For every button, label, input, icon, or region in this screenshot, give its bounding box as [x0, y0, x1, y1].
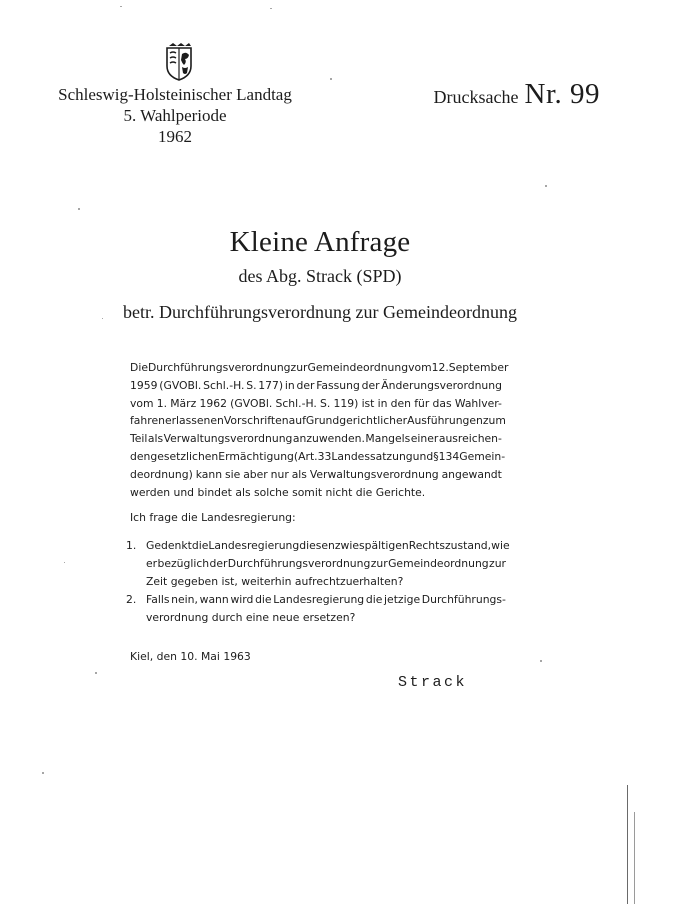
scan-speck	[78, 208, 80, 210]
scan-speck	[102, 318, 103, 319]
document-number: Nr. 99	[524, 78, 600, 110]
scan-speck	[545, 185, 547, 187]
issuer-year: 1962	[158, 127, 192, 146]
question-line: er bezüglich der Durchführungsverordnung zur Gemeindeordnung zur	[146, 556, 506, 570]
body-paragraph	[130, 359, 509, 501]
legislative-period: 5. Wahlperiode	[123, 106, 227, 125]
paragraph-line: Die Durchführungsverordnung zur Gemeindeordnung vom 12. September	[130, 361, 509, 374]
paragraph-line: 1959 (GVOBl. Schl.-H. S. 177) in der Fassung der Änderungsverordnung	[130, 378, 502, 392]
scan-speck	[120, 6, 122, 7]
scan-artifact-line	[627, 785, 628, 904]
scan-speck	[270, 8, 272, 9]
question-number: 2.	[126, 593, 137, 606]
question-item	[126, 591, 506, 627]
scan-artifact-line	[634, 812, 635, 904]
page-title: Kleine Anfrage	[229, 226, 411, 258]
paragraph-line: Teil als Verwaltungsverordnung anzuwenden. Mangels einer ausreichen-	[130, 432, 502, 446]
paragraph-line: werden und bindet als solche somit nicht die Gerichte.	[130, 485, 426, 499]
paragraph-line: fahren erlassenen Vorschriften auf Grund gerichtlicher Ausführungen zum	[130, 414, 506, 428]
scan-speck	[95, 672, 97, 674]
signature: Strack	[398, 674, 468, 691]
place-and-date: Kiel, den 10. Mai 1963	[130, 650, 251, 663]
paragraph-line: deordnung) kann sie aber nur als Verwaltungsverordnung angewandt	[130, 467, 502, 481]
scan-speck	[540, 660, 542, 662]
document-number-block	[400, 78, 600, 111]
question-number: 1.	[126, 539, 137, 552]
coat-of-arms-icon	[163, 42, 195, 82]
scan-speck	[42, 772, 44, 774]
question-item	[126, 537, 510, 590]
scan-speck	[64, 562, 65, 563]
document-label: Drucksache	[433, 87, 519, 107]
subject-line: betr. Durchführungsverordnung zur Gemeindeordnung	[123, 302, 517, 322]
question-line: Zeit gegeben ist, weiterhin aufrechtzuerhalten?	[146, 574, 404, 588]
question-line: Falls nein, wann wird die Landesregierung die jetzige Durchführungs-	[146, 593, 506, 606]
scan-speck	[330, 78, 332, 80]
paragraph-line: vom 1. März 1962 (GVOBl. Schl.-H. S. 119) ist in den für das Wahlver-	[130, 396, 502, 410]
issuer-block	[50, 84, 300, 147]
question-line: Gedenkt die Landesregierung diesen zwiespältigen Rechtszustand, wie	[146, 539, 510, 552]
question-intro: Ich frage die Landesregierung:	[130, 511, 296, 524]
paragraph-line: den gesetzlichen Ermächtigung (Art. 33 Landessatzung und § 134 Gemein-	[130, 449, 506, 463]
page-subtitle: des Abg. Strack (SPD)	[238, 266, 402, 286]
issuer-name: Schleswig-Holsteinischer Landtag	[58, 85, 292, 104]
question-line: verordnung durch eine neue ersetzen?	[146, 610, 356, 624]
